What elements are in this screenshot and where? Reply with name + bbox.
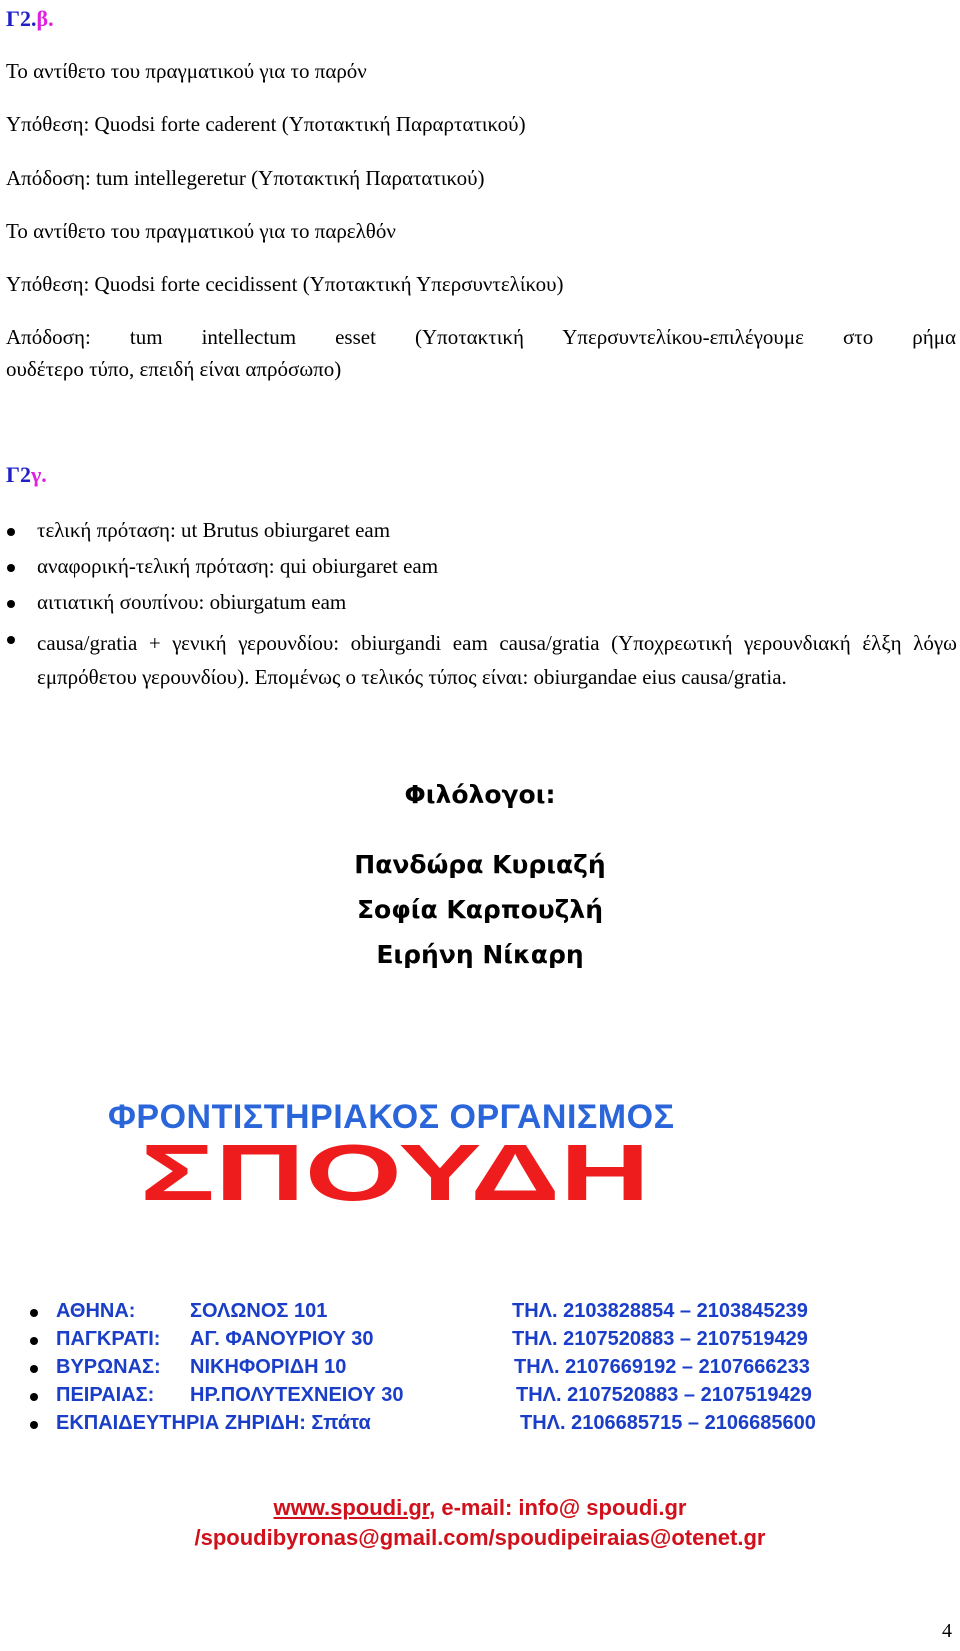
contact-area: ΑΘΗΝΑ: — [56, 1300, 136, 1322]
contact-row — [0, 1356, 960, 1384]
email-text: , e-mail: info@ spoudi.gr — [429, 1495, 687, 1520]
contact-phone: ΤΗΛ. 2103828854 – 2103845239 — [512, 1300, 808, 1322]
bullet-icon — [7, 564, 15, 572]
bullet-icon — [30, 1393, 38, 1401]
bullet-icon — [30, 1337, 38, 1345]
list-item: τελική πρόταση: ut Brutus obiurgaret eam — [0, 518, 957, 543]
heading-prefix: Γ2. — [6, 6, 37, 31]
text-line: Υπόθεση: Quodsi forte caderent (Υποτακτική Παραρτατικού) — [6, 112, 526, 136]
contact-address: ΗΡ.ΠΟΛΥΤΕΧΝΕΙΟΥ 30 — [190, 1384, 404, 1406]
section-heading-g2c — [6, 462, 47, 488]
list-item: causa/gratia + γενική γερουνδίου: obiurgandi eam causa/gratia (Υποχρεωτική γερουνδιακή έλξη λόγω εμπρόθετου γερουνδίου). Επομένως ο τελικός τύπος είναι: obiurgandae eius causa/gratia. — [0, 626, 957, 694]
contact-phone: ΤΗΛ. 2106685715 – 2106685600 — [520, 1412, 816, 1434]
bullet-icon — [7, 636, 15, 644]
contact-phone: ΤΗΛ. 2107520883 – 2107519429 — [516, 1384, 812, 1406]
contact-address: ΑΓ. ΦΑΝΟΥΡΙΟΥ 30 — [190, 1328, 374, 1350]
page-number: 4 — [942, 1620, 952, 1642]
contact-row — [0, 1384, 960, 1412]
text-line: Το αντίθετο του πραγματικού για το παρόν — [6, 59, 367, 83]
website-link[interactable]: www.spoudi.gr — [273, 1495, 430, 1520]
author-name: Πανδώρα Κυριαζή — [354, 850, 606, 879]
list-item: αναφορική-τελική πρόταση: qui obiurgaret eam — [0, 554, 957, 579]
author-name: Ειρήνη Νίκαρη — [376, 940, 584, 969]
contact-address: ΝΙΚΗΦΟΡΙΔΗ 10 — [190, 1356, 347, 1378]
text-line: Απόδοση: tum intellegeretur (Υποτακτική Παρατατικού) — [6, 166, 485, 190]
contact-list — [0, 1300, 960, 1440]
contact-phone: ΤΗΛ. 2107520883 – 2107519429 — [512, 1328, 808, 1350]
contact-row — [0, 1300, 960, 1328]
bullet-icon — [30, 1309, 38, 1317]
bullet-list — [0, 518, 960, 705]
bullet-icon — [30, 1421, 38, 1429]
bullet-icon — [7, 528, 15, 536]
contact-row — [0, 1412, 960, 1440]
contact-row — [0, 1328, 960, 1356]
links-line-2: /spoudibyronas@gmail.com/spoudipeiraias@otenet.gr — [194, 1525, 766, 1550]
list-item: αιτιατική σουπίνου: obiurgatum eam — [0, 590, 957, 615]
contact-phone: ΤΗΛ. 2107669192 – 2107666233 — [514, 1356, 810, 1378]
brand-logo — [140, 1140, 650, 1204]
contact-area: ΠΑΓΚΡΑΤΙ: — [56, 1328, 161, 1350]
author-name: Σοφία Καρπουζλή — [356, 895, 604, 924]
heading-suffix: β. — [36, 6, 54, 31]
contact-area: ΠΕΙΡΑΙΑΣ: — [56, 1384, 155, 1406]
heading-suffix: γ. — [31, 462, 47, 487]
text-line: Υπόθεση: Quodsi forte cecidissent (Υποτακτική Υπερσυντελίκου) — [6, 272, 564, 296]
bullet-icon — [30, 1365, 38, 1373]
authors-title: Φιλόλογοι: — [404, 780, 556, 809]
contact-address: ΣΟΛΩΝΟΣ 101 — [190, 1300, 328, 1322]
text-line: Απόδοση: tum intellectum esset (Υποτακτική Υπερσυντελίκου-επιλέγουμε στο ρήμα — [6, 325, 956, 349]
links-line-1 — [0, 1495, 960, 1521]
contact-area: ΒΥΡΩΝΑΣ: — [56, 1356, 161, 1378]
section-heading-g2b — [6, 6, 54, 32]
text-line: Το αντίθετο του πραγματικού για το παρελθόν — [6, 219, 396, 243]
text-line: ουδέτερο τύπο, επειδή είναι απρόσωπο) — [6, 357, 342, 381]
brand-logo-text: ΣΠΟΥΔΗ — [140, 1140, 650, 1204]
contact-area: ΕΚΠΑΙΔΕΥΤΗΡΙΑ ΖΗΡΙΔΗ: Σπάτα — [56, 1412, 371, 1434]
organization-name: ΦΡΟΝΤΙΣΤΗΡΙΑΚΟΣ ΟΡΓΑΝΙΣΜΟΣ — [108, 1098, 675, 1136]
heading-prefix: Γ2 — [6, 462, 31, 487]
bullet-icon — [7, 600, 15, 608]
